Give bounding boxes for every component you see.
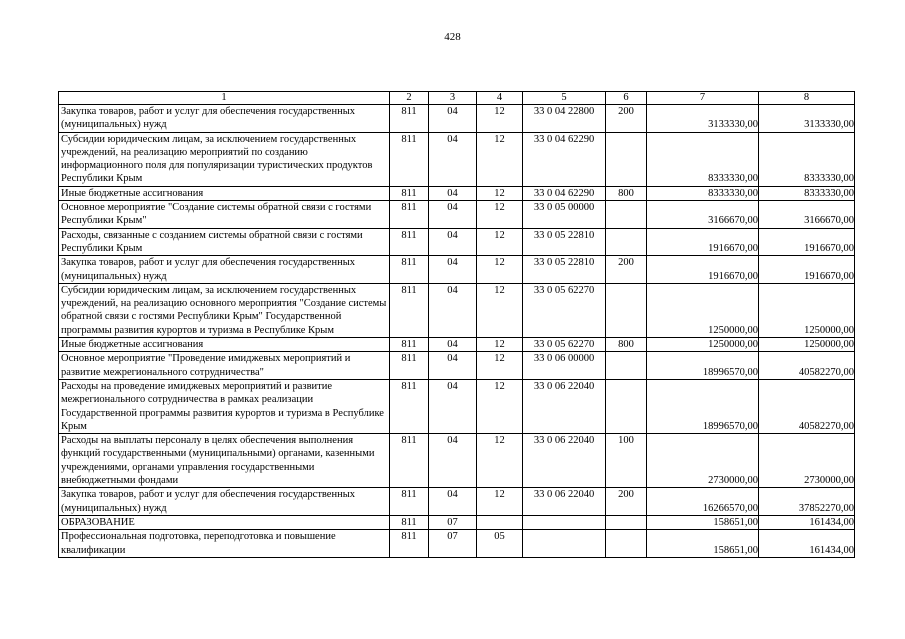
row-code-target: 33 0 06 00000 — [523, 352, 606, 380]
row-name: Основное мероприятие "Создание системы обратной связи с гостями Республики Крым" — [59, 201, 390, 229]
budget-table — [58, 91, 855, 558]
row-code-subsection: 12 — [477, 186, 523, 200]
row-code-target: 33 0 04 62290 — [523, 186, 606, 200]
row-amount-1: 1250000,00 — [647, 283, 759, 337]
row-name: Расходы, связанные с созданием системы обратной связи с гостями Республики Крым — [59, 228, 390, 256]
header-cell: 7 — [647, 92, 759, 105]
row-code-admin: 811 — [390, 434, 429, 488]
row-code-target: 33 0 05 00000 — [523, 201, 606, 229]
row-code-subsection: 12 — [477, 434, 523, 488]
row-code-section: 04 — [429, 186, 477, 200]
table-row — [59, 338, 855, 352]
row-code-expense-type — [606, 515, 647, 529]
row-code-target: 33 0 05 22810 — [523, 256, 606, 284]
row-code-expense-type: 200 — [606, 105, 647, 133]
table-row — [59, 186, 855, 200]
row-amount-2: 161434,00 — [759, 515, 855, 529]
header-cell: 2 — [390, 92, 429, 105]
row-code-target: 33 0 05 62270 — [523, 338, 606, 352]
row-amount-1: 18996570,00 — [647, 379, 759, 433]
table-row — [59, 132, 855, 186]
row-name: Расходы на выплаты персоналу в целях обеспечения выполнения функций государственными (муниципальными) органами, казенными учреждениями, органами управления государственными внебюджетными фондами — [59, 434, 390, 488]
row-code-target: 33 0 06 22040 — [523, 379, 606, 433]
row-name: Основное мероприятие "Проведение имиджевых мероприятий и развитие межрегионального сотрудничества" — [59, 352, 390, 380]
row-name: Закупка товаров, работ и услуг для обеспечения государственных (муниципальных) нужд — [59, 256, 390, 284]
row-code-admin: 811 — [390, 256, 429, 284]
row-code-expense-type: 800 — [606, 338, 647, 352]
row-amount-2: 3133330,00 — [759, 105, 855, 133]
row-amount-1: 2730000,00 — [647, 434, 759, 488]
row-code-section: 04 — [429, 488, 477, 516]
row-code-section: 04 — [429, 256, 477, 284]
row-code-admin: 811 — [390, 105, 429, 133]
row-code-subsection: 12 — [477, 283, 523, 337]
row-amount-1: 158651,00 — [647, 530, 759, 558]
row-code-expense-type: 800 — [606, 186, 647, 200]
row-code-section: 07 — [429, 515, 477, 529]
table-row — [59, 256, 855, 284]
row-code-section: 04 — [429, 379, 477, 433]
row-code-section: 04 — [429, 352, 477, 380]
row-name: Профессиональная подготовка, переподготовка и повышение квалификации — [59, 530, 390, 558]
row-amount-1: 8333330,00 — [647, 132, 759, 186]
row-amount-2: 3166670,00 — [759, 201, 855, 229]
row-name: Расходы на проведение имиджевых мероприятий и развитие межрегионального сотрудничества в рамках реализации Государственной программы развития курортов и туризма в Республике Крым — [59, 379, 390, 433]
row-code-subsection — [477, 515, 523, 529]
row-code-subsection: 12 — [477, 338, 523, 352]
table-row — [59, 105, 855, 133]
row-code-admin: 811 — [390, 132, 429, 186]
row-code-target: 33 0 05 22810 — [523, 228, 606, 256]
row-code-target: 33 0 04 62290 — [523, 132, 606, 186]
row-code-admin: 811 — [390, 186, 429, 200]
row-code-subsection: 12 — [477, 256, 523, 284]
row-code-subsection: 12 — [477, 105, 523, 133]
row-code-admin: 811 — [390, 352, 429, 380]
header-cell: 1 — [59, 92, 390, 105]
row-code-expense-type: 200 — [606, 256, 647, 284]
row-code-admin: 811 — [390, 283, 429, 337]
table-row — [59, 201, 855, 229]
header-cell: 3 — [429, 92, 477, 105]
row-amount-1: 1916670,00 — [647, 256, 759, 284]
row-code-subsection: 12 — [477, 201, 523, 229]
row-name: Иные бюджетные ассигнования — [59, 186, 390, 200]
row-amount-1: 3166670,00 — [647, 201, 759, 229]
row-code-expense-type — [606, 530, 647, 558]
row-name: Субсидии юридическим лицам, за исключением государственных учреждений, на реализацию мероприятий по созданию информационного поля для популяризации туристических продуктов Республики Крым — [59, 132, 390, 186]
row-amount-2: 8333330,00 — [759, 186, 855, 200]
row-code-section: 07 — [429, 530, 477, 558]
row-code-subsection: 12 — [477, 132, 523, 186]
row-amount-1: 158651,00 — [647, 515, 759, 529]
row-code-section: 04 — [429, 434, 477, 488]
row-code-expense-type — [606, 379, 647, 433]
row-name: ОБРАЗОВАНИЕ — [59, 515, 390, 529]
row-code-target: 33 0 06 22040 — [523, 434, 606, 488]
table-row — [59, 228, 855, 256]
row-amount-2: 1250000,00 — [759, 338, 855, 352]
row-code-section: 04 — [429, 283, 477, 337]
row-code-target: 33 0 06 22040 — [523, 488, 606, 516]
row-code-admin: 811 — [390, 228, 429, 256]
row-code-section: 04 — [429, 105, 477, 133]
header-cell: 6 — [606, 92, 647, 105]
table-row — [59, 515, 855, 529]
row-code-subsection: 12 — [477, 352, 523, 380]
row-code-admin: 811 — [390, 379, 429, 433]
row-code-subsection: 12 — [477, 488, 523, 516]
row-name: Субсидии юридическим лицам, за исключением государственных учреждений, на реализацию основного мероприятия "Создание системы обратной связи с гостями Республики Крым" Государственной программы развития курортов и туризма в Республике Крым — [59, 283, 390, 337]
row-code-expense-type — [606, 283, 647, 337]
row-name: Закупка товаров, работ и услуг для обеспечения государственных (муниципальных) нужд — [59, 488, 390, 516]
row-amount-2: 37852270,00 — [759, 488, 855, 516]
row-code-admin: 811 — [390, 530, 429, 558]
row-code-expense-type — [606, 132, 647, 186]
row-code-target — [523, 530, 606, 558]
table-row — [59, 530, 855, 558]
table-row — [59, 379, 855, 433]
row-code-subsection: 05 — [477, 530, 523, 558]
header-cell: 4 — [477, 92, 523, 105]
row-code-expense-type: 100 — [606, 434, 647, 488]
table-row — [59, 352, 855, 380]
header-cell: 8 — [759, 92, 855, 105]
page-number: 428 — [444, 31, 461, 43]
row-code-admin: 811 — [390, 201, 429, 229]
row-code-section: 04 — [429, 338, 477, 352]
row-code-admin: 811 — [390, 515, 429, 529]
row-amount-2: 8333330,00 — [759, 132, 855, 186]
row-code-admin: 811 — [390, 488, 429, 516]
row-code-expense-type — [606, 201, 647, 229]
row-code-subsection: 12 — [477, 228, 523, 256]
row-amount-2: 2730000,00 — [759, 434, 855, 488]
row-amount-2: 40582270,00 — [759, 352, 855, 380]
row-amount-2: 161434,00 — [759, 530, 855, 558]
row-code-admin: 811 — [390, 338, 429, 352]
table-row — [59, 488, 855, 516]
table-row — [59, 434, 855, 488]
table-row — [59, 283, 855, 337]
row-amount-1: 1250000,00 — [647, 338, 759, 352]
table-header-row — [59, 92, 855, 105]
row-code-expense-type — [606, 228, 647, 256]
row-code-expense-type — [606, 352, 647, 380]
row-amount-1: 8333330,00 — [647, 186, 759, 200]
row-code-target: 33 0 04 22800 — [523, 105, 606, 133]
row-amount-1: 1916670,00 — [647, 228, 759, 256]
row-amount-1: 3133330,00 — [647, 105, 759, 133]
row-code-section: 04 — [429, 132, 477, 186]
row-code-target — [523, 515, 606, 529]
row-amount-2: 1916670,00 — [759, 256, 855, 284]
row-code-section: 04 — [429, 228, 477, 256]
row-code-subsection: 12 — [477, 379, 523, 433]
header-cell: 5 — [523, 92, 606, 105]
row-amount-2: 1916670,00 — [759, 228, 855, 256]
row-amount-2: 1250000,00 — [759, 283, 855, 337]
row-code-expense-type: 200 — [606, 488, 647, 516]
row-name: Иные бюджетные ассигнования — [59, 338, 390, 352]
row-name: Закупка товаров, работ и услуг для обеспечения государственных (муниципальных) нужд — [59, 105, 390, 133]
row-code-target: 33 0 05 62270 — [523, 283, 606, 337]
row-amount-2: 40582270,00 — [759, 379, 855, 433]
row-amount-1: 16266570,00 — [647, 488, 759, 516]
row-code-section: 04 — [429, 201, 477, 229]
row-amount-1: 18996570,00 — [647, 352, 759, 380]
